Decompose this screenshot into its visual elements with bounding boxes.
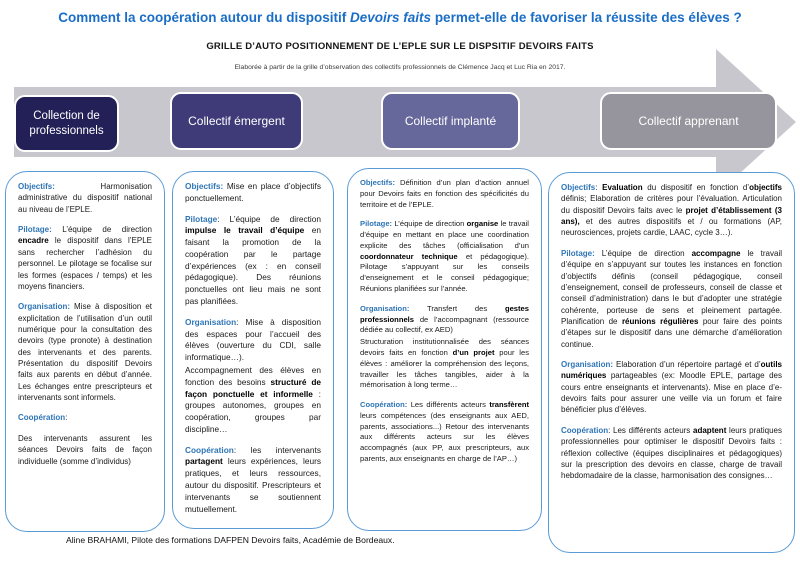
stage-detail-collectif-implante <box>347 168 542 531</box>
stage-paragraph: Objectifs: Définition d’un plan d’action annuel pour Devoirs faits en fonction des spécificités du territoire et de l’EPLE. <box>360 178 529 209</box>
stage-paragraph: Organisation: Mise à disposition et explicitation de l’utilisation d’un outil numérique pour la consultation des devoirs (type pronote) à destination des intervenants et des parents. Présentation du dispositif Devoirs faits aux parents en début d’année. Les échanges entre prescripteurs et intervenants sont informels. <box>18 302 152 403</box>
source-note: Elaborée à partir de la grille d’observation des collectifs professionnels de Clémence Jacq et Luc Ria en 2017. <box>234 64 566 71</box>
grid-subtitle: GRILLE D’AUTO POSITIONNEMENT DE L’EPLE SUR LE DISPSITIF DEVOIRS FAITS <box>206 41 594 52</box>
stage-paragraph: Organisation: Transfert des gestes professionnels de l’accompagnant (ressource dédiée au collectif, ex AED) <box>360 303 529 335</box>
stage-detail-collectif-emergent <box>172 171 334 529</box>
title-prefix: Comment la coopération autour du dispositif <box>58 10 351 25</box>
stage-detail-collection-de-professionnels <box>5 171 165 532</box>
stage-paragraph: Accompagnement des élèves en fonction des besoins structuré de façon ponctuelle et informelle : groupes autonomes, groupes en coopération, groupes par discipline… <box>185 364 322 434</box>
stage-header-collectif-emergent: Collectif émergent <box>170 92 303 150</box>
page-title <box>0 10 800 25</box>
title-italic-part: Devoirs faits <box>350 10 432 25</box>
stage-header-collection-de-professionnels: Collection de professionnels <box>14 95 119 152</box>
stage-paragraph: Organisation: Mise à disposition des espaces pour l’accueil des élèves (ouverture du CDI, salle informatique…). <box>185 316 321 363</box>
author-credit: Aline BRAHAMI, Pilote des formations DAFPEN Devoirs faits, Académie de Bordeaux. <box>66 535 395 545</box>
stage-body-3 <box>561 182 782 482</box>
stage-body-0 <box>18 181 152 467</box>
stage-paragraph: Organisation: Elaboration d’un répertoire partagé et d’outils numériques partageables (ex: Moodle EPLE, partage des cours entre enseignants et intervenants). Mise en place d’e-devoirs faits pour assurer une veille via un forum et faire bénéficier plus d’élèves. <box>561 360 782 415</box>
stage-paragraph: Pilotage: L’équipe de direction encadre le dispositif dans l’EPLE sans rechercher l’adhésion du personnel. Le pilotage se focalise sur les formes (espaces / temps) et les moyens financiers. <box>18 225 152 291</box>
stage-paragraph: Pilotage: L’équipe de direction accompagne le travail d’équipe en s’appuyant sur toutes les instances en fonction d’objectifs définis (conseil pédagogique, conseil d’enseignement, conseil de professeurs, conseil de classe et conseil d’administration) dans le but d’adopter une stratégie cohérente, porteuse de sens et pleinement partagée. Planification de réunions régulières pour faire des points d’étapes sur le dispositif dans une démarche d’amélioration continue. <box>561 248 783 349</box>
stage-header-collectif-implante: Collectif implanté <box>381 92 520 150</box>
stage-paragraph: Coopération: Les différents acteurs transfèrent leurs compétences (des enseignants aux AED, parents, associations...) Retour des intervenants aux différents acteurs sur les élèves accompagnés (aux PP, aux prescripteurs, aux parents, aux enseignants en charge de l’AP…) <box>360 400 529 463</box>
stage-paragraph: Coopération: <box>18 413 68 423</box>
stage-paragraph: Pilotage: L’équipe de direction organise le travail d’équipe en mettant en place une coordination explicite des tâches (officialisation d’un coordonnateur technique et pédagogique). Pilotage s’appuyant sur les conseils d’enseignement et le conseil pédagogique; Réunions planifiées sur l’année. <box>360 219 529 294</box>
stage-body-2 <box>360 178 529 465</box>
stage-header-collectif-apprenant: Collectif apprenant <box>600 92 777 150</box>
stage-paragraph: Coopération: Les différents acteurs adaptent leurs pratiques professionnelles pour optimiser le dispositif Devoirs faits : réflexion collective (équipes disciplinaires et pédagogiques) sur la prescription des devoirs en classe, charge de travail hebdomadaire de la classe, harmonisation des consignes… <box>561 425 782 481</box>
stage-paragraph: Structuration institutionnalisée des séances devoirs faits en fonction d’un projet pour les élèves : améliorer la compréhension des leçons, travailler les tâches tangibles, aider à la mémorisation à long terme… <box>360 337 529 390</box>
title-suffix: permet-elle de favoriser la réussite des élèves ? <box>431 10 742 25</box>
stage-paragraph: Objectifs: Mise en place d’objectifs ponctuellement. <box>185 181 321 203</box>
stage-paragraph: Pilotage: L’équipe de direction impulse le travail d’équipe en faisant la promotion de la coopération par le partage d’expériences (ex : en conseil pédagogique). Des réunions ponctuelles ont lieu mais ne sont pas planifiées. <box>185 213 321 307</box>
stage-paragraph: Objectifs: Harmonisation administrative du dispositif national au niveau de l’EPLE. <box>18 182 152 214</box>
stage-paragraph: Objectifs: Evaluation du dispositif en fonction d’objectifs définis; Elaboration de critères pour l’évaluation. Articulation du dispositif Devoirs faits avec le projet d’établissement (3 ans), et des autres dispositifs et / ou formations (AP, neurosciences, projets cardie, LAAC, cycle 3…). <box>561 183 782 238</box>
stage-paragraph: Coopération: les intervenants partagent leurs expériences, leurs pratiques, et leurs ressources, autour du dispositif. Prescripteurs et intervenants se soutiennent mutuellement. <box>185 444 321 514</box>
stage-paragraph: Des intervenants assurent les séances Devoirs faits de façon individuelle (somme d’individus) <box>18 433 152 466</box>
stage-detail-collectif-apprenant <box>548 172 795 553</box>
stage-body-1 <box>185 181 321 515</box>
